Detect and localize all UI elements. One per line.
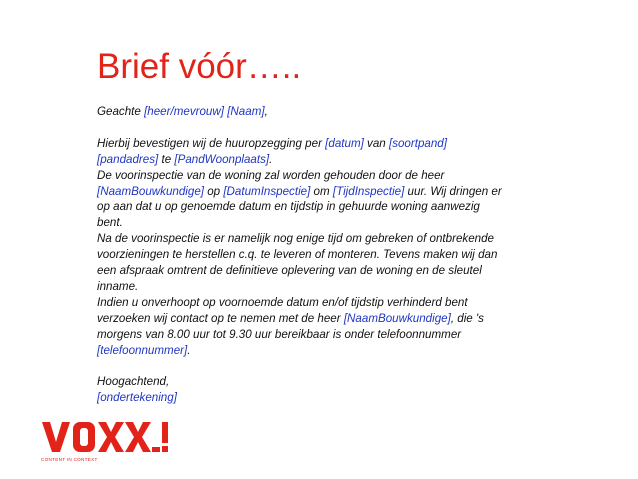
placeholder-tijdinspectie: [TijdInspectie] xyxy=(332,184,405,198)
slide-title: Brief vóór….. xyxy=(97,47,302,86)
placeholder-aanhef: [heer/mevrouw] xyxy=(144,105,224,118)
letter-line: Hierbij bevestigen wij de huuropzegging per [datum] van [soortpand] xyxy=(97,136,447,150)
logo-tagline: CONTENT IN CONTEXT xyxy=(41,457,98,462)
letter-body xyxy=(97,104,547,406)
placeholder-naambouwkundige: [NaamBouwkundige] xyxy=(343,311,451,325)
placeholder-pandwoonplaats: [PandWoonplaats] xyxy=(174,152,270,166)
blank-line xyxy=(97,120,547,136)
placeholder-datum: [datum] xyxy=(325,136,364,150)
letter-line: [NaamBouwkundige] op [DatumInspectie] om [TijdInspectie] uur. Wij dringen er xyxy=(97,184,502,198)
placeholder-telefoonnummer: [telefoonnummer] xyxy=(97,343,188,357)
letter-line: verzoeken wij contact op te nemen met de heer [NaamBouwkundige], die 's xyxy=(97,311,484,325)
letter-line: bent. xyxy=(97,216,123,230)
letter-line: Na de voorinspectie is er namelijk nog enige tijd om gebreken of ontbrekende xyxy=(97,232,495,246)
placeholder-naambouwkundige: [NaamBouwkundige] xyxy=(97,184,204,198)
placeholder-soortpand: [soortpand] xyxy=(388,136,447,150)
voxx-logo xyxy=(40,418,170,466)
letter-line: De voorinspectie van de woning zal worden gehouden door de heer xyxy=(97,168,445,182)
letter-line: morgens van 8.00 uur tot 9.30 uur bereikbaar is onder telefoonnummer xyxy=(97,327,462,341)
placeholder-pandadres: [pandadres] xyxy=(97,152,159,166)
placeholder-naam: [Naam] xyxy=(227,105,265,118)
letter-line: op aan dat u op genoemde datum en tijdstip in gehuurde woning aanwezig xyxy=(97,200,480,214)
letter-line: een afspraak omtrent de definitieve oplevering van de woning en de sleutel xyxy=(97,264,482,278)
closing-line: Hoogachtend, xyxy=(97,375,170,389)
blank-line xyxy=(97,358,547,374)
salutation-line: Geachte [heer/mevrouw] [Naam], xyxy=(97,105,268,118)
letter-line: [pandadres] te [PandWoonplaats]. xyxy=(97,152,273,166)
letter-line: [telefoonnummer]. xyxy=(97,343,191,357)
letter-line: voorzieningen te herstellen c.q. te leveren of monteren. Tevens maken wij dan xyxy=(97,248,498,262)
placeholder-ondertekening: [ondertekening] xyxy=(97,391,177,405)
voxx-logo-mark xyxy=(40,418,170,456)
letter-line: inname. xyxy=(97,279,139,293)
letter-line: Indien u onverhoopt op voornoemde datum en/of tijdstip verhinderd bent xyxy=(97,295,468,309)
placeholder-datuminspectie: [DatumInspectie] xyxy=(223,184,311,198)
